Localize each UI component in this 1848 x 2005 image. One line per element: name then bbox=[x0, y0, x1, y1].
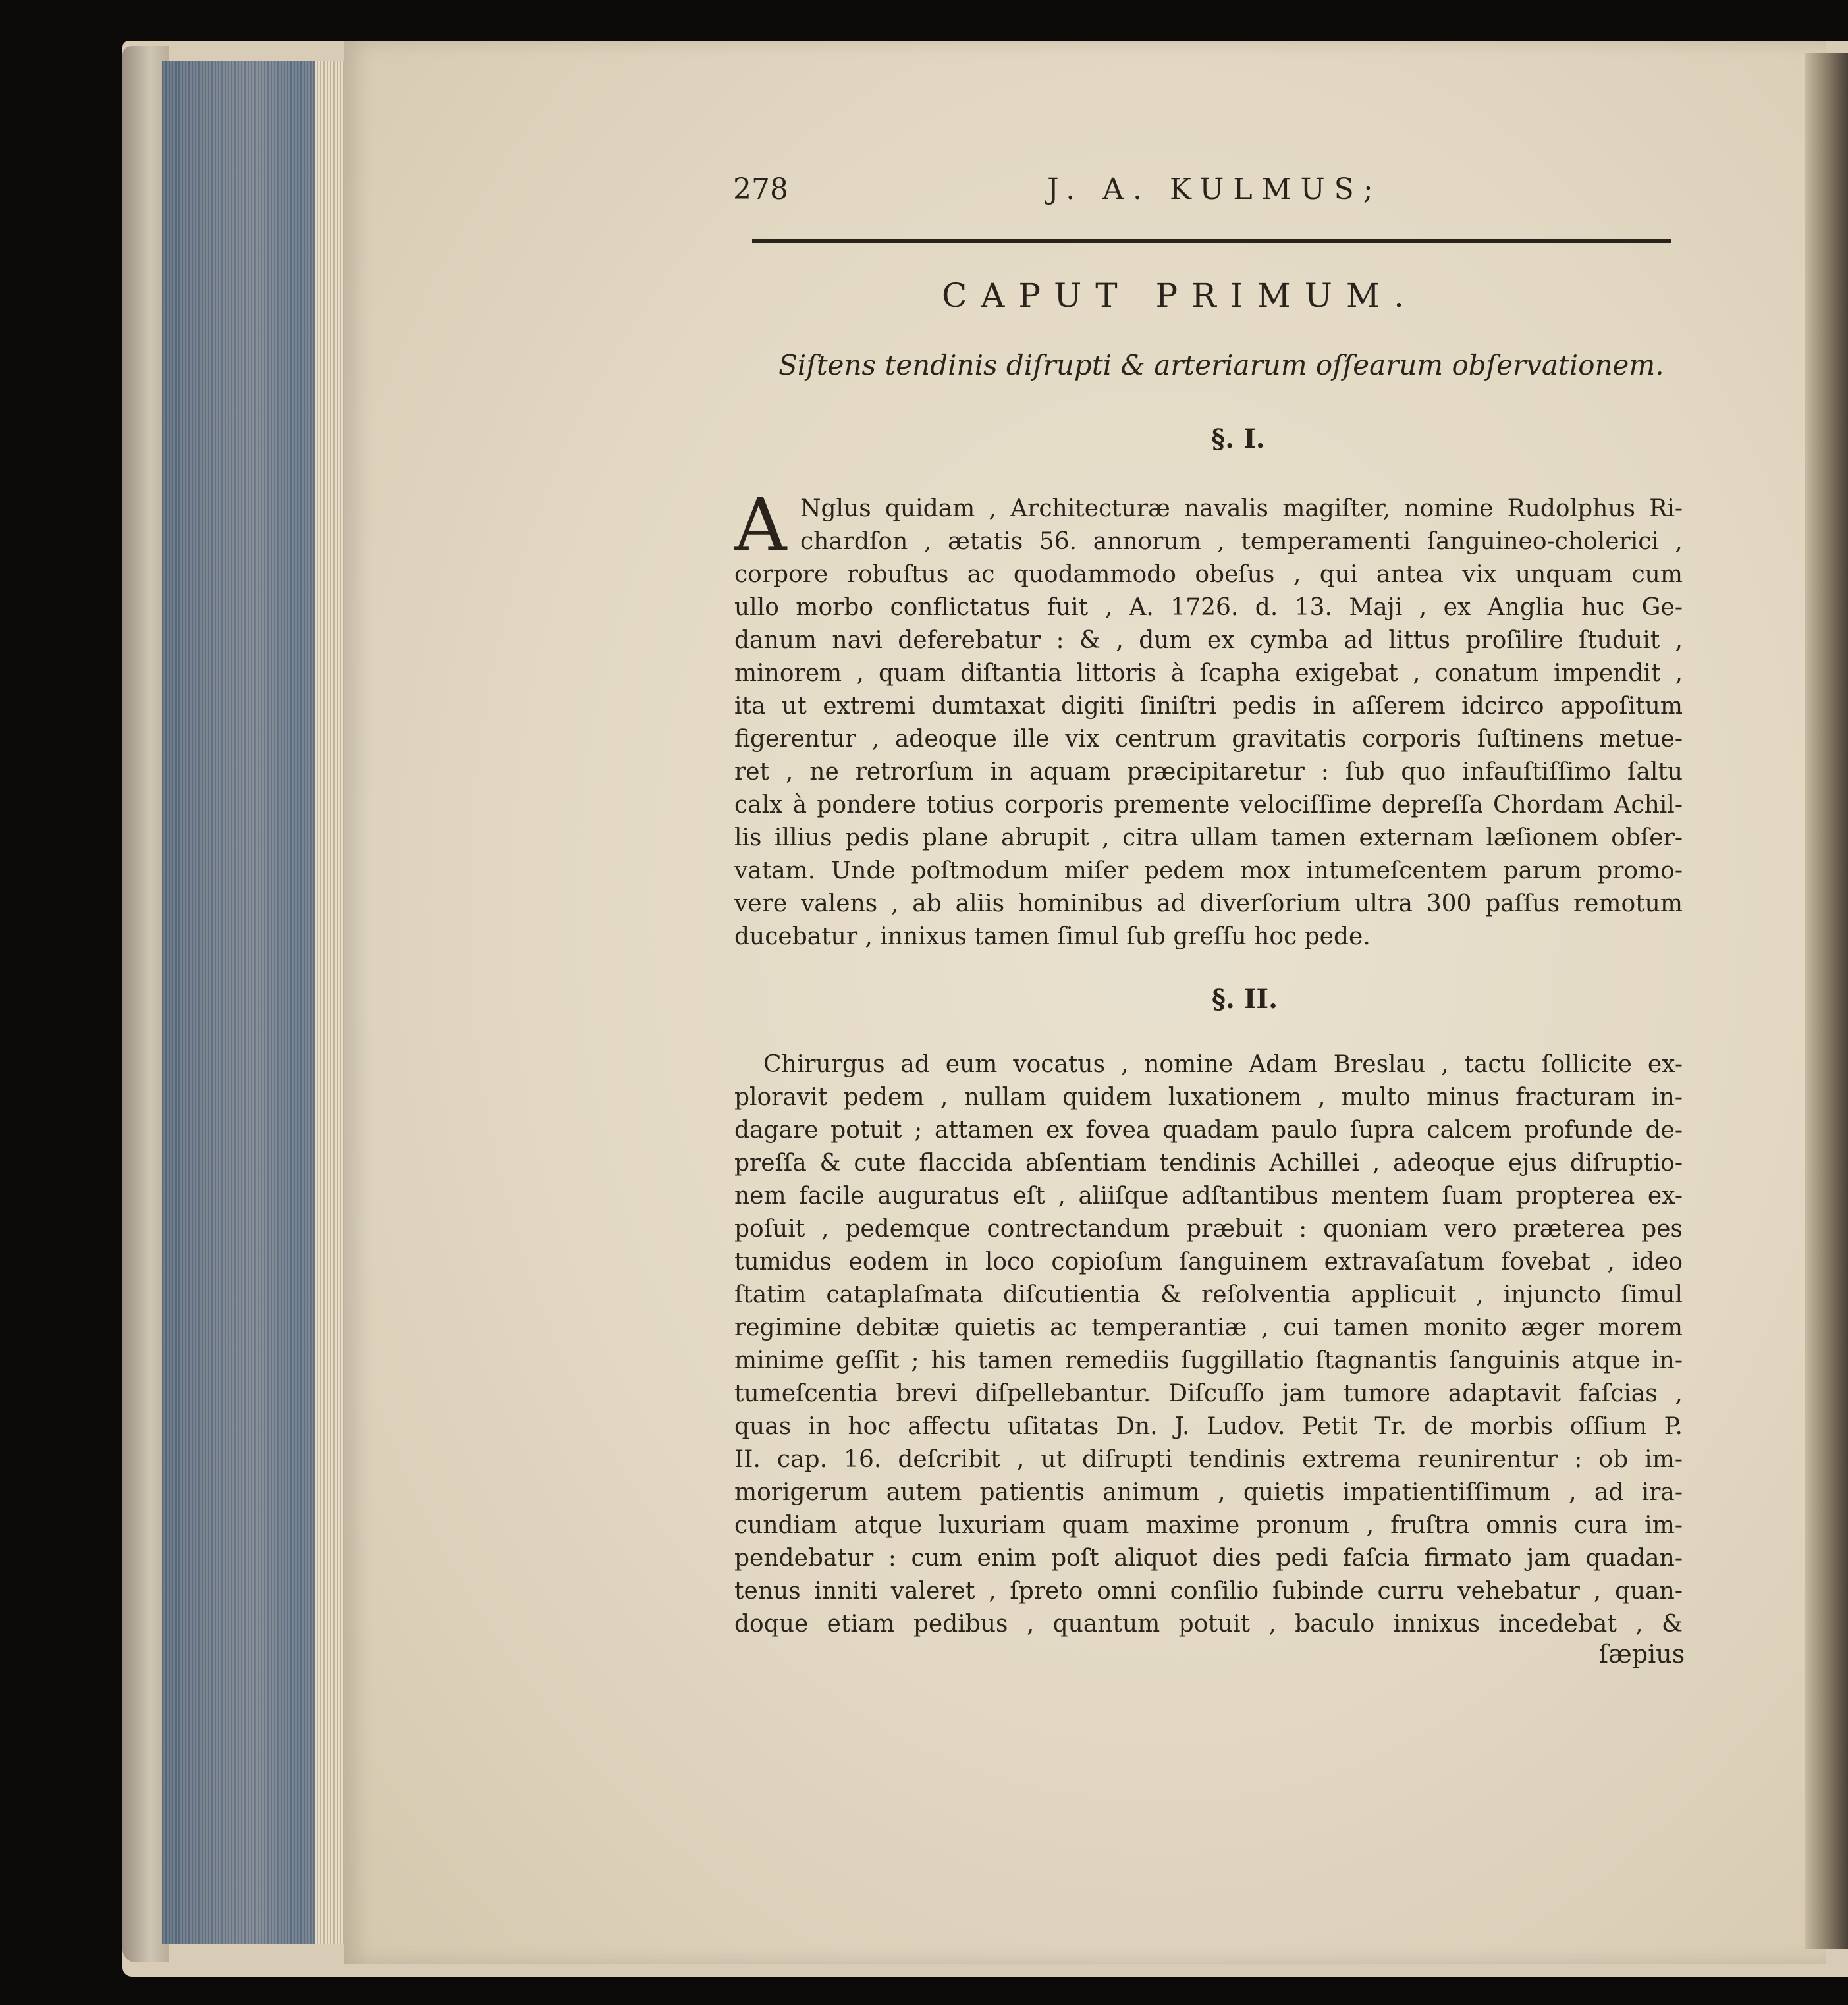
drop-cap: A bbox=[734, 483, 787, 567]
text-line: nem facile auguratus eſt , aliiſque adſtantibus mentem ſuam propterea ex- bbox=[734, 1183, 1683, 1210]
header-rule bbox=[752, 239, 1671, 243]
section-mark-2: §. II. bbox=[1211, 984, 1278, 1015]
chapter-title: CAPUT PRIMUM. bbox=[942, 277, 1418, 315]
page-number: 278 bbox=[733, 173, 788, 206]
text-line: tenus inniti valeret , ſpreto omni conſilio ſubinde curru vehebatur , quan- bbox=[734, 1578, 1683, 1605]
text-line: ita ut extremi dumtaxat digiti ſiniſtri pedis in aſſerem idcirco appoſitum bbox=[734, 693, 1683, 720]
text-line: minime geſſit ; his tamen remediis ſuggillatio ſtagnantis ſanguinis atque in- bbox=[734, 1347, 1683, 1374]
page-fore-edge bbox=[162, 61, 333, 1944]
text-line: ſtatim cataplaſmata diſcutientia & reſolventia applicuit , injuncto ſimul bbox=[734, 1281, 1683, 1308]
book-page bbox=[344, 41, 1826, 1964]
text-line: quas in hoc affectu uſitatas Dn. J. Ludov. Petit Tr. de morbis oſſium P. bbox=[734, 1413, 1683, 1440]
text-line: preſſa & cute flaccida abſentiam tendinis Achillei , adeoque ejus diſruptio- bbox=[734, 1150, 1683, 1177]
text-line: pendebatur : cum enim poſt aliquot dies pedi faſcia firmato jam quadan- bbox=[734, 1545, 1683, 1572]
text-line: corpore robuſtus ac quodammodo obeſus , qui antea vix unquam cum bbox=[734, 561, 1683, 588]
text-line: minorem , quam diſtantia littoris à ſcapha exigebat , conatum impendit , bbox=[734, 660, 1683, 687]
page-stack-edge bbox=[315, 61, 345, 1944]
text-line: lis illius pedis plane abrupit , citra ullam tamen externam læſionem obſer- bbox=[734, 824, 1683, 851]
text-line: dagare potuit ; attamen ex fovea quadam paulo ſupra calcem profunde de- bbox=[734, 1117, 1683, 1144]
book-gutter bbox=[1805, 53, 1848, 1949]
paragraph-1 bbox=[734, 483, 1683, 953]
catchword: ſæpius bbox=[1599, 1640, 1685, 1669]
text-line: danum navi deferebatur : & , dum ex cymba ad littus proſilire ſtuduit , bbox=[734, 627, 1683, 654]
text-line: ullo morbo conflictatus fuit , A. 1726. d. 13. Maji , ex Anglia huc Ge- bbox=[734, 594, 1683, 621]
text-line: regimine debitæ quietis ac temperantiæ , cui tamen monito æger morem bbox=[734, 1314, 1683, 1341]
text-line: tumidus eodem in loco copioſum ſanguinem extravaſatum fovebat , ideo bbox=[734, 1248, 1683, 1275]
text-line: vatam. Unde poſtmodum miſer pedem mox intumeſcentem parum promo- bbox=[734, 857, 1683, 884]
text-line: II. cap. 16. deſcribit , ut diſrupti tendinis extrema reunirentur : ob im- bbox=[734, 1446, 1683, 1473]
text-line: Chirurgus ad eum vocatus , nomine Adam Breslau , tactu ſollicite ex- bbox=[763, 1051, 1683, 1078]
text-line: vere valens , ab aliis hominibus ad diverſorium ultra 300 paſſus remotum bbox=[734, 890, 1683, 917]
running-title: J. A. KULMUS; bbox=[1047, 173, 1382, 206]
text-line: doque etiam pedibus , quantum potuit , baculo innixus incedebat , & bbox=[734, 1611, 1683, 1638]
chapter-subtitle: Siſtens tendinis diſrupti & arteriarum oſſearum obſervationem. bbox=[778, 349, 1664, 381]
text-line: calx à pondere totius corporis premente velociſſime depreſſa Chordam Achil- bbox=[734, 791, 1683, 818]
text-line: ret , ne retrorſum in aquam præcipitaretur : ſub quo infauſtiſſimo ſaltu bbox=[734, 759, 1683, 786]
text-line: Nglus quidam , Architecturæ navalis magiſter, nomine Rudolphus Ri- bbox=[800, 495, 1683, 522]
text-line: morigerum autem patientis animum , quietis impatientiſſimum , ad ira- bbox=[734, 1479, 1683, 1506]
text-line: tumeſcentia brevi diſpellebantur. Diſcuſſo jam tumore adaptavit faſcias , bbox=[734, 1380, 1683, 1407]
text-line: ducebatur , innixus tamen ſimul ſub greſſu hoc pede. bbox=[734, 923, 1371, 950]
text-line: cundiam atque luxuriam quam maxime pronum , fruſtra omnis cura im- bbox=[734, 1512, 1683, 1539]
text-line: poſuit , pedemque contrectandum præbuit : quoniam vero præterea pes bbox=[734, 1216, 1683, 1243]
text-line: chardſon , ætatis 56. annorum , temperamenti ſanguineo-cholerici , bbox=[800, 528, 1683, 555]
text-line: figerentur , adeoque ille vix centrum gravitatis corporis ſuſtinens metue- bbox=[734, 726, 1683, 753]
section-mark-1: §. I. bbox=[1211, 423, 1265, 454]
paragraph-2 bbox=[734, 1048, 1683, 1641]
text-line: ploravit pedem , nullam quidem luxationem , multo minus fracturam in- bbox=[734, 1084, 1683, 1111]
